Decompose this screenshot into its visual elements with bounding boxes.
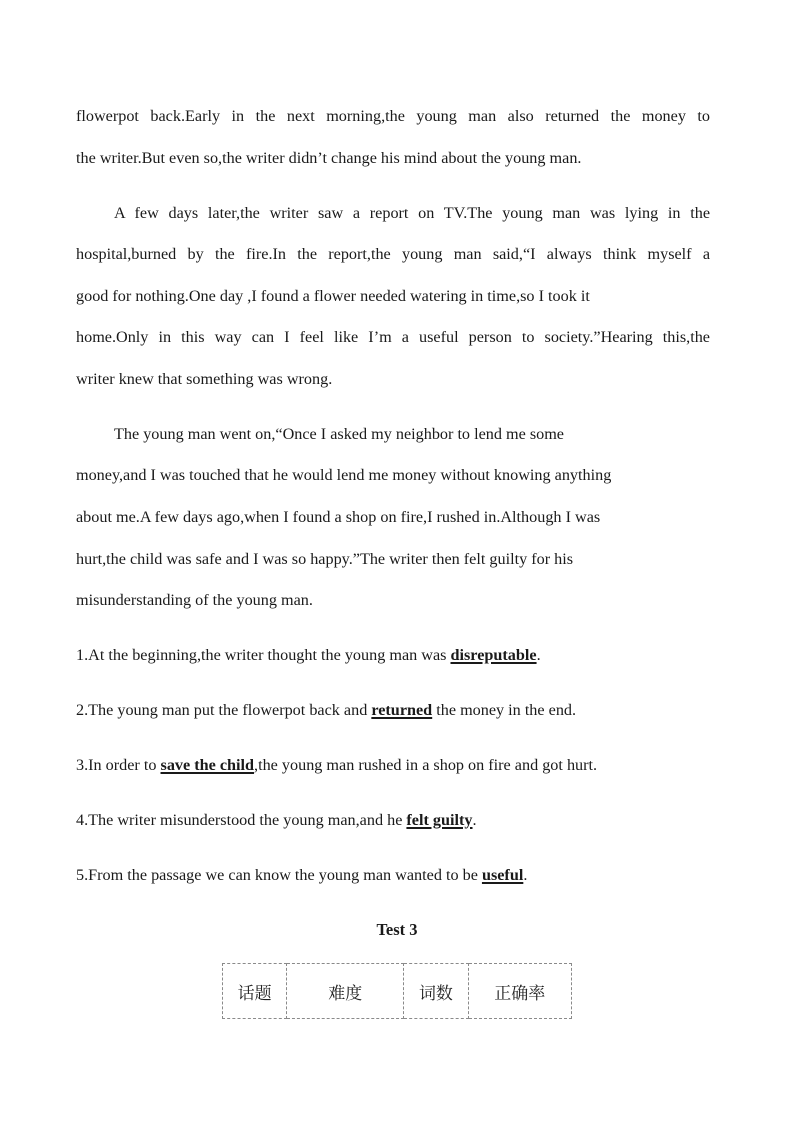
answer-text: save the child xyxy=(160,756,255,774)
answer-text: useful xyxy=(481,866,524,884)
passage-line: A few days later,the writer saw a report on TV.The young man was lying in the xyxy=(114,204,710,222)
passage-line: hospital,burned by the fire.In the report,the young man said,“I always think myself a xyxy=(76,245,710,263)
passage-line: hurt,the child was safe and I was so happy.”The writer then felt guilty for his xyxy=(76,550,574,568)
passage-line: writer knew that something was wrong. xyxy=(76,370,333,388)
passage-line: The young man went on,“Once I asked my neighbor to lend me some xyxy=(114,425,564,443)
question-4 xyxy=(76,810,710,830)
passage-line: about me.A few days ago,when I found a shop on fire,I rushed in.Although I was xyxy=(76,508,601,526)
answer-text: returned xyxy=(371,701,433,719)
question-text: the money in the end. xyxy=(432,701,577,719)
passage-line: misunderstanding of the young man. xyxy=(76,591,313,609)
passage-line: the writer.But even so,the writer didn’t change his mind about the young man. xyxy=(76,149,582,167)
question-text: ,the young man rushed in a shop on fire and got hurt. xyxy=(254,756,598,774)
table-row xyxy=(223,964,572,1019)
question-text: . xyxy=(536,646,541,664)
question-text: . xyxy=(523,866,528,884)
table-header-cell: 词数 xyxy=(404,964,468,1019)
table-header-cell: 难度 xyxy=(287,964,404,1019)
test-info-table xyxy=(222,963,572,1019)
question-1 xyxy=(76,645,710,665)
question-text: 4.The writer misunderstood the young man,and he xyxy=(76,811,407,829)
answer-text: disreputable xyxy=(450,646,537,664)
test-title: Test 3 xyxy=(376,920,418,939)
question-2 xyxy=(76,700,710,720)
passage-line: money,and I was touched that he would lend me money without knowing anything xyxy=(76,466,612,484)
answer-text: felt guilty xyxy=(406,811,473,829)
question-text: 1.At the beginning,the writer thought the young man was xyxy=(76,646,451,664)
question-text: 3.In order to xyxy=(76,756,161,774)
table-header-cell: 正确率 xyxy=(468,964,571,1019)
question-5 xyxy=(76,865,710,885)
question-3 xyxy=(76,755,710,775)
passage-line: flowerpot back.Early in the next morning,the young man also returned the money to xyxy=(76,107,710,125)
question-text: . xyxy=(472,811,477,829)
question-text: 5.From the passage we can know the young man wanted to be xyxy=(76,866,482,884)
question-text: 2.The young man put the flowerpot back and xyxy=(76,701,372,719)
passage-line: good for nothing.One day ,I found a flower needed watering in time,so I took it xyxy=(76,287,590,305)
table-header-cell: 话题 xyxy=(223,964,287,1019)
passage-line: home.Only in this way can I feel like I’m a useful person to society.”Hearing this,the xyxy=(76,328,710,346)
